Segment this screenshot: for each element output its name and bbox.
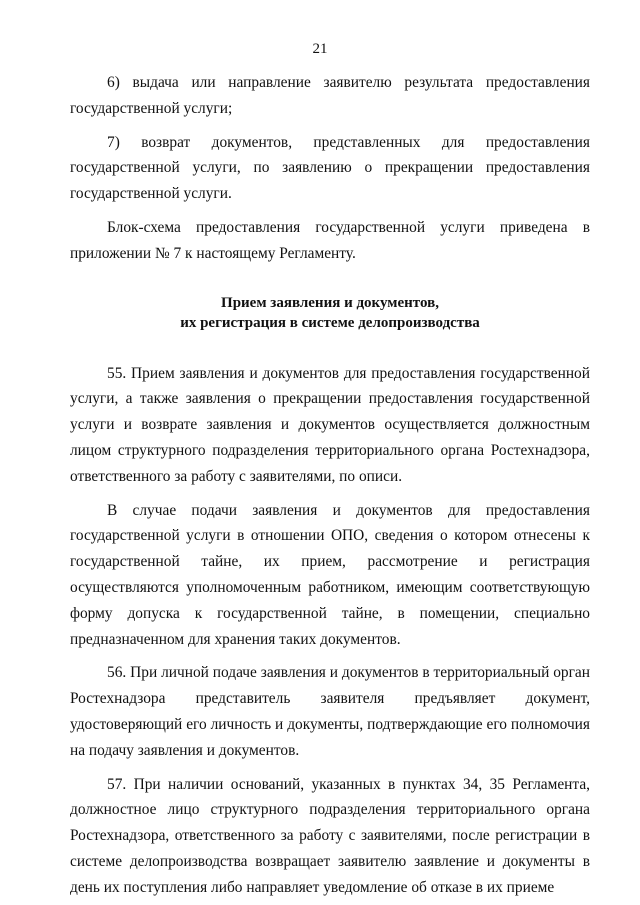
paragraph-56: 56. При личной подаче заявления и документов в территориальный орган Ростехнадзора представитель заявителя предъявляет документ, удостоверяющий его личность и документы, подтверждающие его полномочия на подачу заявления и документов. bbox=[70, 664, 590, 759]
section-heading bbox=[70, 293, 590, 333]
paragraph-55: 55. Прием заявления и документов для предоставления государственной услуги, а также заявления о прекращении предоставления государственной услуги и возврате заявления и документов осуществляется должностным лицом структурного подразделения территориального органа Ростехнадзора, ответственного за работу с заявителями, по описи. bbox=[70, 364, 590, 485]
document-body bbox=[70, 70, 590, 901]
paragraph-57: 57. При наличии оснований, указанных в пунктах 34, 35 Регламента, должностное лицо структурного подразделения территориального органа Ростехнадзора, ответственного за работу с заявителями, после регистрации в системе делопроизводства возвращает заявителю заявление и документы в день их поступления либо направляет уведомление об отказе в их приеме bbox=[70, 775, 590, 896]
paragraph-state-secret: В случае подачи заявления и документов для предоставления государственной услуги в отношении ОПО, сведения о котором отнесены к государственной тайне, их прием, рассмотрение и регистрация осуществляются уполномоченным работником, имеющим соответствующую форму допуска к государственной тайне, в помещении, специально предназначенном для хранения таких документов. bbox=[70, 501, 590, 648]
paragraph-item-6: 6) выдача или направление заявителю результата предоставления государственной услуги; bbox=[70, 74, 590, 117]
paragraph-item-7: 7) возврат документов, представленных для предоставления государственной услуги, по заявлению о прекращении предоставления государственной услуги. bbox=[70, 133, 590, 203]
section-heading-line-1: Прием заявления и документов, bbox=[221, 294, 439, 311]
page-number: 21 bbox=[312, 41, 328, 57]
section-heading-line-2: их регистрация в системе делопроизводства bbox=[180, 314, 480, 331]
paragraph-flowchart-reference: Блок-схема предоставления государственной услуги приведена в приложении № 7 к настоящему Регламенту. bbox=[70, 218, 590, 262]
